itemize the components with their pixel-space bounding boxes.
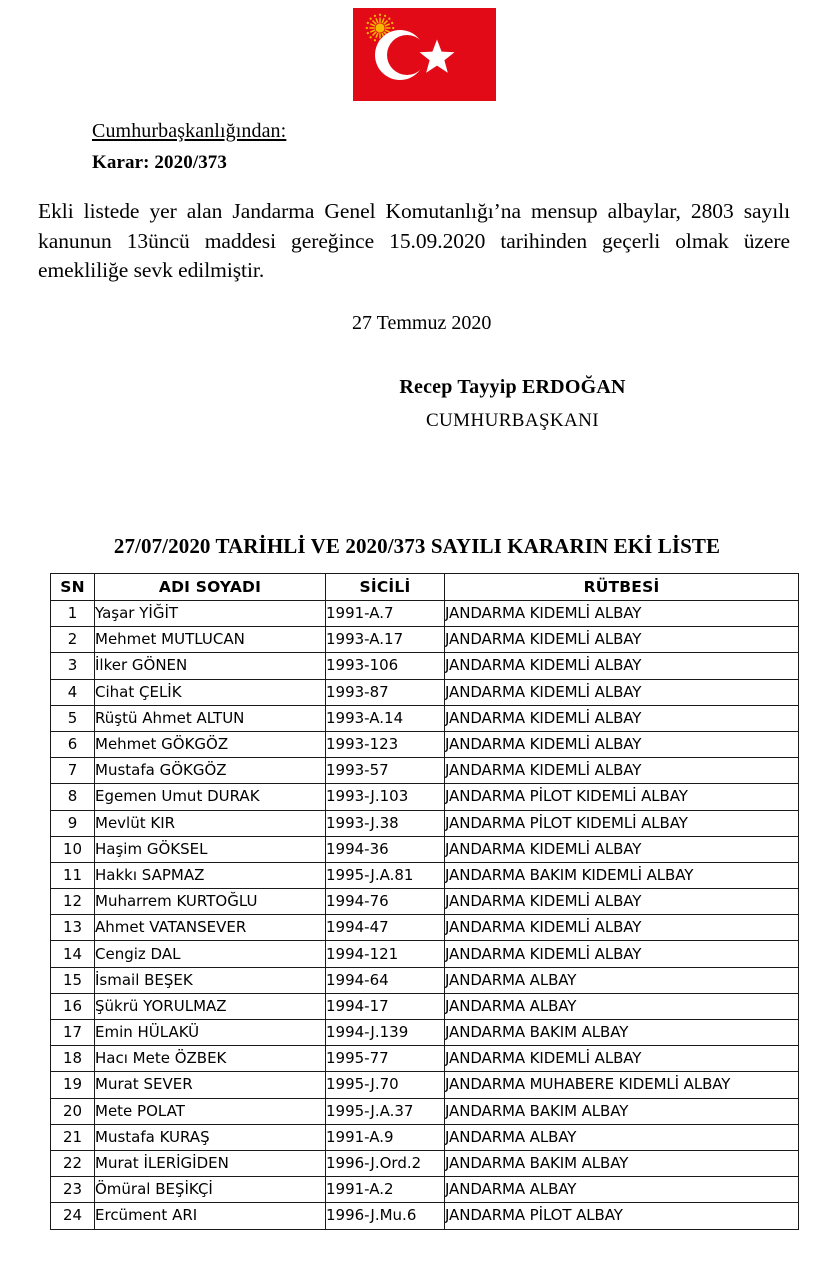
cell-rank: JANDARMA KIDEMLİ ALBAY (445, 1046, 799, 1072)
cell-sicil: 1993-106 (326, 653, 445, 679)
table-row (51, 627, 799, 653)
cell-sicil: 1993-123 (326, 731, 445, 757)
cell-rank: JANDARMA ALBAY (445, 967, 799, 993)
table-row (51, 1124, 799, 1150)
cell-rank: JANDARMA ALBAY (445, 1124, 799, 1150)
signature-block (0, 374, 820, 433)
cell-sicil: 1994-64 (326, 967, 445, 993)
table-row (51, 915, 799, 941)
cell-sicil: 1991-A.7 (326, 601, 445, 627)
cell-sn: 13 (51, 915, 95, 941)
cell-rank: JANDARMA KIDEMLİ ALBAY (445, 627, 799, 653)
cell-rank: JANDARMA KIDEMLİ ALBAY (445, 941, 799, 967)
cell-sn: 16 (51, 993, 95, 1019)
cell-sicil: 1996-J.Mu.6 (326, 1203, 445, 1229)
date-line (0, 310, 820, 336)
table-row (51, 862, 799, 888)
column-header-rank: RÜTBESİ (445, 574, 799, 601)
cell-rank: JANDARMA PİLOT KIDEMLİ ALBAY (445, 810, 799, 836)
column-header-sn: SN (51, 574, 95, 601)
table-row (51, 1046, 799, 1072)
retirement-list-table (50, 573, 799, 1230)
cell-rank: JANDARMA BAKIM ALBAY (445, 1098, 799, 1124)
cell-sn: 14 (51, 941, 95, 967)
cell-rank: JANDARMA KIDEMLİ ALBAY (445, 731, 799, 757)
table-row (51, 1177, 799, 1203)
cell-name: İsmail BEŞEK (95, 967, 326, 993)
cell-name: Murat SEVER (95, 1072, 326, 1098)
cell-name: Ahmet VATANSEVER (95, 915, 326, 941)
cell-sicil: 1993-57 (326, 758, 445, 784)
table-row (51, 1020, 799, 1046)
cell-sn: 2 (51, 627, 95, 653)
cell-sicil: 1995-J.70 (326, 1072, 445, 1098)
cell-rank: JANDARMA KIDEMLİ ALBAY (445, 601, 799, 627)
cell-sn: 19 (51, 1072, 95, 1098)
cell-name: Yaşar YİĞİT (95, 601, 326, 627)
cell-name: Murat İLERİGİDEN (95, 1150, 326, 1176)
table-row (51, 836, 799, 862)
cell-sn: 15 (51, 967, 95, 993)
decision-number: Karar: 2020/373 (92, 152, 228, 173)
cell-sicil: 1993-A.14 (326, 705, 445, 731)
column-header-sicil: SİCİLİ (326, 574, 445, 601)
cell-name: Cengiz DAL (95, 941, 326, 967)
cell-sn: 20 (51, 1098, 95, 1124)
cell-rank: JANDARMA BAKIM ALBAY (445, 1020, 799, 1046)
cell-sn: 17 (51, 1020, 95, 1046)
table-row (51, 810, 799, 836)
table-row (51, 784, 799, 810)
decision-date: 27 Temmuz 2020 (352, 312, 492, 334)
turkish-presidential-flag-icon (353, 8, 496, 101)
cell-name: Emin HÜLAKÜ (95, 1020, 326, 1046)
cell-rank: JANDARMA KIDEMLİ ALBAY (445, 758, 799, 784)
cell-name: İlker GÖNEN (95, 653, 326, 679)
cell-name: Mevlüt KIR (95, 810, 326, 836)
cell-sn: 9 (51, 810, 95, 836)
cell-rank: JANDARMA MUHABERE KIDEMLİ ALBAY (445, 1072, 799, 1098)
cell-sn: 6 (51, 731, 95, 757)
cell-sicil: 1991-A.2 (326, 1177, 445, 1203)
signatory-name: Recep Tayyip ERDOĞAN (399, 376, 626, 398)
table-row (51, 601, 799, 627)
cell-rank: JANDARMA KIDEMLİ ALBAY (445, 889, 799, 915)
signatory-title: CUMHURBAŞKANI (425, 410, 600, 431)
annex-title: 27/07/2020 TARİHLİ VE 2020/373 SAYILI KARARIN EKİ LİSTE (113, 534, 721, 558)
cell-sicil: 1991-A.9 (326, 1124, 445, 1150)
cell-rank: JANDARMA KIDEMLİ ALBAY (445, 679, 799, 705)
table-row (51, 941, 799, 967)
cell-rank: JANDARMA ALBAY (445, 1177, 799, 1203)
cell-sn: 8 (51, 784, 95, 810)
cell-rank: JANDARMA PİLOT ALBAY (445, 1203, 799, 1229)
cell-sicil: 1994-121 (326, 941, 445, 967)
cell-sicil: 1993-J.103 (326, 784, 445, 810)
cell-sn: 23 (51, 1177, 95, 1203)
cell-name: Haşim GÖKSEL (95, 836, 326, 862)
cell-sicil: 1993-J.38 (326, 810, 445, 836)
table-row (51, 1150, 799, 1176)
cell-rank: JANDARMA ALBAY (445, 993, 799, 1019)
cell-sn: 4 (51, 679, 95, 705)
cell-sn: 3 (51, 653, 95, 679)
table-head (51, 574, 799, 601)
issuer-line: Cumhurbaşkanlığından: (92, 120, 287, 142)
cell-rank: JANDARMA PİLOT KIDEMLİ ALBAY (445, 784, 799, 810)
cell-sn: 5 (51, 705, 95, 731)
table-row (51, 653, 799, 679)
cell-rank: JANDARMA KIDEMLİ ALBAY (445, 705, 799, 731)
cell-rank: JANDARMA KIDEMLİ ALBAY (445, 653, 799, 679)
cell-name: Mehmet MUTLUCAN (95, 627, 326, 653)
cell-sicil: 1995-77 (326, 1046, 445, 1072)
cell-name: Şükrü YORULMAZ (95, 993, 326, 1019)
cell-name: Hakkı SAPMAZ (95, 862, 326, 888)
cell-sn: 22 (51, 1150, 95, 1176)
table-row (51, 1072, 799, 1098)
table-row (51, 1098, 799, 1124)
cell-sn: 18 (51, 1046, 95, 1072)
cell-sicil: 1994-76 (326, 889, 445, 915)
cell-sn: 21 (51, 1124, 95, 1150)
cell-name: Muharrem KURTOĞLU (95, 889, 326, 915)
cell-rank: JANDARMA KIDEMLİ ALBAY (445, 836, 799, 862)
table-row (51, 967, 799, 993)
table-row (51, 993, 799, 1019)
cell-sn: 12 (51, 889, 95, 915)
cell-sn: 24 (51, 1203, 95, 1229)
cell-name: Mustafa GÖKGÖZ (95, 758, 326, 784)
cell-sn: 11 (51, 862, 95, 888)
document-header (0, 118, 820, 175)
cell-sn: 10 (51, 836, 95, 862)
cell-rank: JANDARMA BAKIM KIDEMLİ ALBAY (445, 862, 799, 888)
cell-sicil: 1994-36 (326, 836, 445, 862)
cell-sn: 7 (51, 758, 95, 784)
cell-rank: JANDARMA BAKIM ALBAY (445, 1150, 799, 1176)
table-row (51, 758, 799, 784)
cell-name: Ercüment ARI (95, 1203, 326, 1229)
cell-sicil: 1996-J.Ord.2 (326, 1150, 445, 1176)
cell-sicil: 1995-J.A.37 (326, 1098, 445, 1124)
cell-name: Mustafa KURAŞ (95, 1124, 326, 1150)
cell-name: Mete POLAT (95, 1098, 326, 1124)
table-row (51, 731, 799, 757)
body-paragraph: Ekli listede yer alan Jandarma Genel Komutanlığı’na mensup albaylar, 2803 sayılı kanunun 13üncü maddesi gereğince 15.09.2020 tarihinden geçerli olmak üzere emekliliğe sevk edilmiştir. (38, 199, 790, 282)
table-row (51, 679, 799, 705)
cell-rank: JANDARMA KIDEMLİ ALBAY (445, 915, 799, 941)
cell-sicil: 1994-17 (326, 993, 445, 1019)
cell-name: Mehmet GÖKGÖZ (95, 731, 326, 757)
annex-table-wrapper (50, 573, 798, 1230)
cell-sicil: 1994-47 (326, 915, 445, 941)
table-row (51, 1203, 799, 1229)
turkish-flag (353, 8, 496, 101)
table-row (51, 889, 799, 915)
table-row (51, 705, 799, 731)
cell-name: Rüştü Ahmet ALTUN (95, 705, 326, 731)
cell-sicil: 1995-J.A.81 (326, 862, 445, 888)
cell-sicil: 1993-87 (326, 679, 445, 705)
cell-name: Ömüral BEŞİKÇİ (95, 1177, 326, 1203)
cell-name: Egemen Umut DURAK (95, 784, 326, 810)
cell-name: Cihat ÇELİK (95, 679, 326, 705)
cell-sicil: 1993-A.17 (326, 627, 445, 653)
table-header-row (51, 574, 799, 601)
cell-sn: 1 (51, 601, 95, 627)
column-header-name: ADI SOYADI (95, 574, 326, 601)
cell-name: Hacı Mete ÖZBEK (95, 1046, 326, 1072)
table-body (51, 601, 799, 1230)
cell-sicil: 1994-J.139 (326, 1020, 445, 1046)
